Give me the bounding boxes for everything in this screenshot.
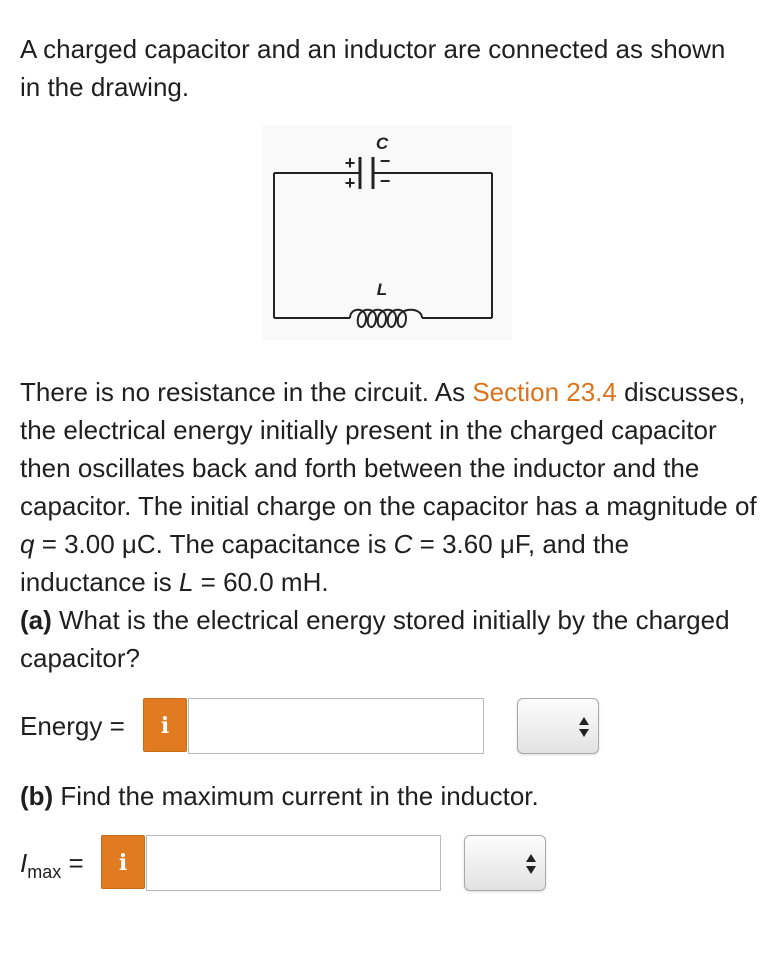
current-symbol: I <box>20 848 28 878</box>
problem-text <box>20 373 760 677</box>
current-subscript: max <box>27 862 62 883</box>
plus-sign-top: + <box>344 153 356 173</box>
capacitor-label: C <box>375 134 389 153</box>
inductance-symbol: L <box>178 567 194 597</box>
current-equals: = <box>61 848 84 878</box>
charge-symbol: q <box>20 529 35 559</box>
energy-input[interactable] <box>188 698 484 754</box>
energy-label: Energy = <box>20 711 125 741</box>
part-a-question: What is the electrical energy stored initially by the charged capacitor? <box>20 605 730 673</box>
minus-sign-top: − <box>379 151 391 171</box>
intro-text: A charged capacitor and an inductor are connected as shown in the drawing. <box>20 34 726 102</box>
minus-sign-bottom: − <box>379 171 391 191</box>
text-segment: discusses, the electrical energy initially present in the charged capacitor then oscillates back and forth between the inductor and the capacitor. The initial charge on the capacitor has a magnitude of <box>20 377 757 521</box>
energy-info-button[interactable]: i <box>143 698 187 752</box>
energy-unit-select[interactable] <box>517 698 599 754</box>
text-segment: There is no resistance in the circuit. As <box>20 377 473 407</box>
inductance-value: = 60.0 mH. <box>193 567 329 597</box>
current-unit-select[interactable] <box>464 835 546 891</box>
inductor-label: L <box>376 280 388 299</box>
plus-sign-bottom: + <box>344 173 356 193</box>
circuit-diagram <box>262 125 512 340</box>
part-b-question: Find the maximum current in the inductor. <box>53 781 539 811</box>
select-arrows-icon <box>578 716 590 738</box>
part-b-text <box>20 777 539 815</box>
part-a-label: (a) <box>20 605 52 635</box>
section-link[interactable]: Section 23.4 <box>472 377 617 407</box>
charge-value: = 3.00 μC. The capacitance is <box>34 529 394 559</box>
current-label <box>20 835 84 900</box>
select-arrows-icon <box>525 853 537 875</box>
capacitance-symbol: C <box>393 529 413 559</box>
capacitance-value: = 3.60 μF, and the inductance is <box>20 529 630 597</box>
current-input[interactable] <box>146 835 441 891</box>
part-b-label: (b) <box>20 781 54 811</box>
current-info-button[interactable]: i <box>101 835 145 889</box>
